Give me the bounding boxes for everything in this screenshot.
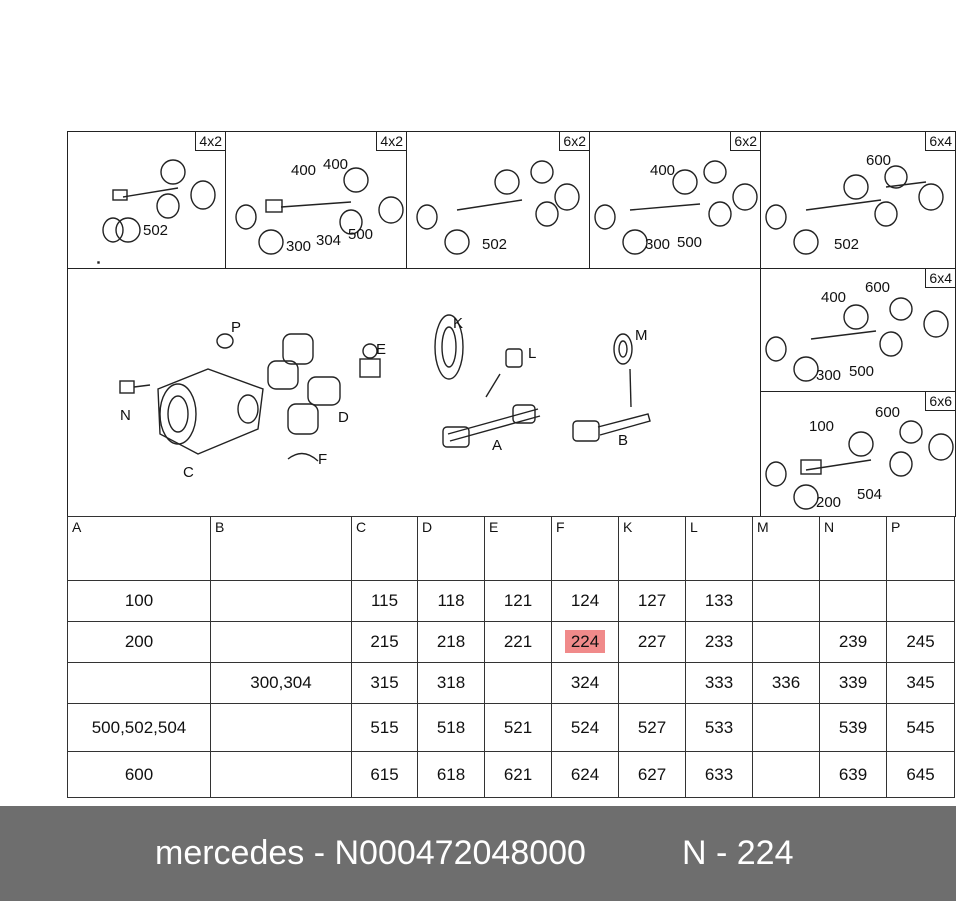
table-cell <box>418 752 485 798</box>
header-cell <box>211 517 352 581</box>
table-cell <box>418 704 485 752</box>
table-cell <box>820 622 887 663</box>
footer-part-number: mercedes - N000472048000 <box>155 834 586 872</box>
header-cell <box>753 517 820 581</box>
panel-6x6 <box>760 391 956 517</box>
panel-4x2-b <box>225 131 407 269</box>
table-cell <box>619 752 686 798</box>
part-number: 324 <box>570 673 600 692</box>
table-row <box>68 581 955 622</box>
column-letter: F <box>556 519 565 535</box>
footer-position-number: N - 224 <box>682 834 794 872</box>
part-number: 500,502,504 <box>91 717 187 737</box>
table-cell <box>485 622 552 663</box>
part-label: 500 <box>849 363 875 380</box>
part-number: 245 <box>906 632 935 651</box>
config-tag: 6x4 <box>925 132 955 151</box>
part-number: 224 <box>565 630 605 653</box>
part-number: 215 <box>370 632 399 651</box>
part-label: 504 <box>857 486 883 503</box>
header-cell <box>887 517 955 581</box>
config-tag: 4x2 <box>195 132 225 151</box>
header-cell <box>820 517 887 581</box>
part-number: 345 <box>906 673 935 692</box>
label-B: B <box>618 432 629 449</box>
part-number: 621 <box>503 764 533 784</box>
column-letter: B <box>215 519 225 535</box>
table-cell <box>352 622 418 663</box>
table-cell <box>887 622 955 663</box>
part-number: 200 <box>124 632 154 651</box>
table-cell <box>68 581 211 622</box>
header-cell <box>552 517 619 581</box>
part-number: 545 <box>906 717 935 737</box>
table-row <box>68 752 955 798</box>
table-cell <box>686 622 753 663</box>
part-label: 600 <box>875 404 901 421</box>
table-cell <box>485 581 552 622</box>
column-letter: E <box>489 519 499 535</box>
table-cell <box>552 663 619 704</box>
column-letter: C <box>356 519 367 535</box>
table-cell <box>619 663 686 704</box>
panel-6x4-a <box>760 131 956 269</box>
panel-4x2-a <box>67 131 226 269</box>
part-number: 515 <box>370 717 399 737</box>
table-cell <box>552 622 619 663</box>
header-cell <box>686 517 753 581</box>
part-number: 115 <box>370 591 399 610</box>
table-cell <box>485 752 552 798</box>
table-cell <box>211 704 352 752</box>
column-letter: N <box>824 519 835 535</box>
part-number: 533 <box>704 717 734 737</box>
table-cell <box>619 704 686 752</box>
table-cell <box>686 581 753 622</box>
table-cell <box>753 622 820 663</box>
table-row <box>68 663 955 704</box>
label-F: F <box>318 451 328 468</box>
part-label: 100 <box>809 418 835 435</box>
column-letter: P <box>891 519 901 535</box>
table-cell <box>68 752 211 798</box>
part-number: 624 <box>570 764 600 784</box>
parts-exploded-view <box>67 268 761 517</box>
driveline-diagram <box>590 132 760 268</box>
part-number: 233 <box>704 632 734 651</box>
part-number: 100 <box>124 591 154 610</box>
table-cell <box>552 581 619 622</box>
part-label: 600 <box>866 152 892 169</box>
table-cell <box>753 704 820 752</box>
part-number: 615 <box>370 764 399 784</box>
panel-6x2-b <box>589 131 761 269</box>
table-cell <box>887 663 955 704</box>
part-number: 518 <box>436 717 466 737</box>
panel-6x4-b <box>760 268 956 392</box>
part-label: 300 <box>286 238 312 255</box>
part-number: 221 <box>503 632 533 651</box>
table-cell <box>68 704 211 752</box>
config-tag: 4x2 <box>376 132 406 151</box>
part-label: 502 <box>482 236 508 253</box>
part-number: 121 <box>503 591 533 610</box>
part-label: 200 <box>816 494 842 511</box>
table-cell <box>418 663 485 704</box>
table-cell <box>552 704 619 752</box>
part-number: 527 <box>637 717 667 737</box>
table-header-row <box>68 517 955 581</box>
part-label: 600 <box>865 279 891 296</box>
part-label: 500 <box>348 226 374 243</box>
label-L: L <box>528 345 537 362</box>
table-cell <box>211 752 352 798</box>
part-number: 618 <box>436 764 466 784</box>
label-M: M <box>635 327 648 344</box>
table-cell <box>68 663 211 704</box>
part-number: 627 <box>637 764 667 784</box>
label-D: D <box>338 409 349 426</box>
part-number: 124 <box>570 591 600 610</box>
part-label: 400 <box>821 289 847 306</box>
label-E: E <box>376 341 387 358</box>
part-label: 300 <box>645 236 671 253</box>
config-tag: 6x2 <box>730 132 760 151</box>
table-body <box>68 581 955 798</box>
part-label: 502 <box>143 222 169 239</box>
config-tag: 6x6 <box>925 392 955 411</box>
part-number: 239 <box>838 632 868 651</box>
table-cell <box>619 622 686 663</box>
table-cell <box>820 581 887 622</box>
label-N: N <box>120 407 131 424</box>
part-number: 633 <box>704 764 734 784</box>
part-label: 400 <box>291 162 317 179</box>
part-number: 339 <box>838 673 868 692</box>
table-cell <box>211 663 352 704</box>
column-letter: M <box>757 519 769 535</box>
part-number: 645 <box>906 764 935 784</box>
table-cell <box>887 581 955 622</box>
part-number: 315 <box>370 673 399 692</box>
table-cell <box>485 663 552 704</box>
column-letter: L <box>690 519 698 535</box>
table-cell <box>887 752 955 798</box>
table-cell <box>686 752 753 798</box>
table-cell <box>820 663 887 704</box>
exploded-parts-diagram <box>68 269 760 516</box>
table-cell <box>211 622 352 663</box>
table-cell <box>887 704 955 752</box>
table-cell <box>753 663 820 704</box>
table-cell <box>619 581 686 622</box>
table-row <box>68 622 955 663</box>
config-tag: 6x4 <box>925 269 955 288</box>
table-cell <box>352 704 418 752</box>
parts-table <box>67 516 955 798</box>
part-label: 300 <box>816 367 842 384</box>
header-cell <box>68 517 211 581</box>
table-cell <box>820 704 887 752</box>
part-number: 318 <box>436 673 466 692</box>
part-number: 521 <box>503 717 533 737</box>
part-number: 227 <box>637 632 667 651</box>
table-cell <box>820 752 887 798</box>
part-label: 500 <box>677 234 703 251</box>
header-cell <box>352 517 418 581</box>
table-cell <box>753 581 820 622</box>
part-number: 118 <box>437 591 465 610</box>
label-K: K <box>453 315 464 332</box>
table-cell <box>418 581 485 622</box>
header-cell <box>485 517 552 581</box>
label-P: P <box>231 319 242 336</box>
column-letter: K <box>623 519 633 535</box>
part-number: 524 <box>570 717 600 737</box>
part-label: 304 <box>316 232 342 249</box>
panel-6x2-a <box>406 131 590 269</box>
table-cell <box>686 704 753 752</box>
label-A: A <box>492 437 503 454</box>
part-number: 600 <box>124 764 154 784</box>
part-number: 336 <box>771 673 801 692</box>
driveline-diagram <box>68 132 225 268</box>
table-cell <box>68 622 211 663</box>
part-number: 133 <box>704 591 734 610</box>
part-number: 127 <box>637 591 667 610</box>
part-number: 639 <box>838 764 868 784</box>
table-cell <box>211 581 352 622</box>
table-cell <box>352 663 418 704</box>
column-letter: D <box>422 519 433 535</box>
header-cell <box>418 517 485 581</box>
label-C: C <box>183 464 194 481</box>
table-cell <box>418 622 485 663</box>
table-cell <box>753 752 820 798</box>
header-cell <box>619 517 686 581</box>
table-cell <box>552 752 619 798</box>
part-label: 502 <box>834 236 860 253</box>
column-letter: A <box>72 519 82 535</box>
part-number: 218 <box>436 632 466 651</box>
table-cell <box>485 704 552 752</box>
footer-bar <box>0 806 956 901</box>
part-number: 539 <box>838 717 868 737</box>
table-cell <box>352 752 418 798</box>
config-tag: 6x2 <box>559 132 589 151</box>
part-label: 400 <box>323 156 349 173</box>
part-number: 300,304 <box>250 673 312 692</box>
table-row <box>68 704 955 752</box>
table-cell <box>686 663 753 704</box>
part-label: 400 <box>650 162 676 179</box>
table-cell <box>352 581 418 622</box>
part-number: 333 <box>704 673 734 692</box>
